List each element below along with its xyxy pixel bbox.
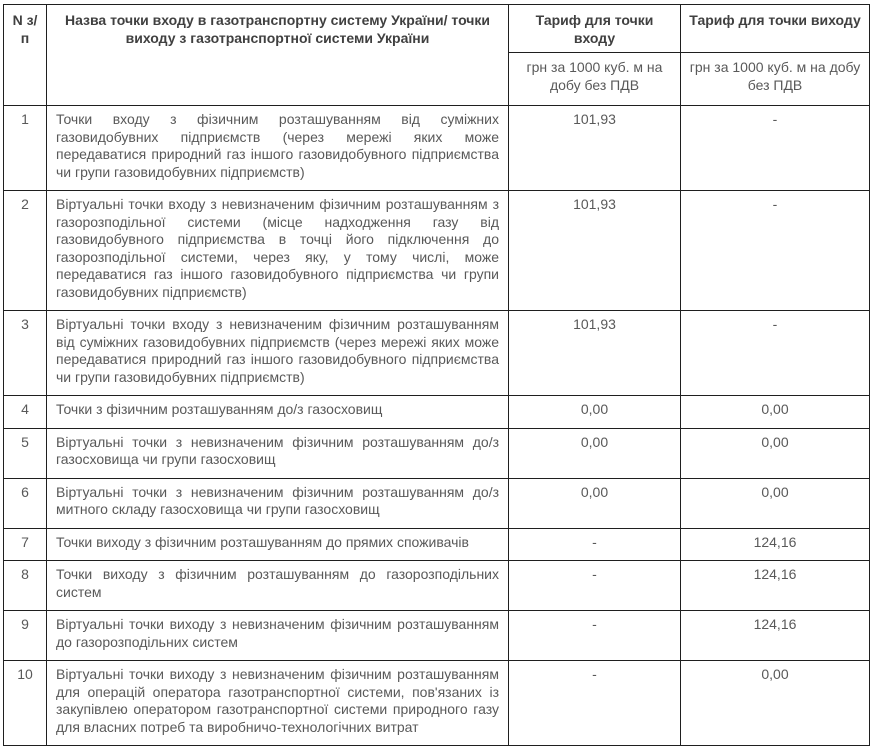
- table-row: [4, 106, 870, 191]
- tariff-table: [3, 4, 870, 746]
- point-name-cell: Точки виходу з фізичним розташуванням до газорозподільних систем: [47, 561, 509, 611]
- table-row: [4, 611, 870, 661]
- exit-tariff-cell: -: [681, 311, 870, 396]
- row-number-cell: 6: [4, 478, 47, 528]
- point-name-cell: Віртуальні точки з невизначеним фізичним розташуванням до/з газосховища чи групи газосховищ: [47, 428, 509, 478]
- exit-tariff-cell: 0,00: [681, 478, 870, 528]
- table-row: [4, 478, 870, 528]
- exit-tariff-cell: 0,00: [681, 428, 870, 478]
- table-row: [4, 661, 870, 746]
- table-body: [4, 106, 870, 746]
- point-name-cell: Точки виходу з фізичним розташуванням до прямих споживачів: [47, 528, 509, 561]
- row-number-cell: 9: [4, 611, 47, 661]
- point-name-cell: Віртуальні точки виходу з невизначеним фізичним розташуванням для операцій оператора газотранспортної системи, пов'язаних із закупівлею оператором газотранспортної системи природного газу для власних потреб та виробничо-технологічних витрат: [47, 661, 509, 746]
- point-name-cell: Точки з фізичним розташуванням до/з газосховищ: [47, 396, 509, 429]
- entry-tariff-cell: 0,00: [509, 396, 681, 429]
- row-number-cell: 4: [4, 396, 47, 429]
- row-number-cell: 8: [4, 561, 47, 611]
- row-number-cell: 7: [4, 528, 47, 561]
- exit-tariff-cell: 124,16: [681, 528, 870, 561]
- row-number-cell: 10: [4, 661, 47, 746]
- entry-tariff-cell: 0,00: [509, 478, 681, 528]
- header-point-name: Назва точки входу в газотранспортну систему України/ точки виходу з газотранспортної системи України: [47, 5, 509, 106]
- entry-tariff-cell: -: [509, 528, 681, 561]
- entry-tariff-cell: 101,93: [509, 191, 681, 311]
- entry-tariff-cell: 101,93: [509, 106, 681, 191]
- exit-tariff-cell: 0,00: [681, 661, 870, 746]
- table-row: [4, 428, 870, 478]
- point-name-cell: Віртуальні точки входу з невизначеним фізичним розташуванням від суміжних газовидобувних підприємств (через мережі яких може передаватися природний газ іншого газовидобувного підприємства чи групи газовидобувних підприємств): [47, 311, 509, 396]
- row-number-cell: 2: [4, 191, 47, 311]
- table-header: [4, 5, 870, 106]
- exit-tariff-cell: -: [681, 106, 870, 191]
- point-name-cell: Точки входу з фізичним розташуванням від суміжних газовидобувних підприємств (через мережі яких може передаватися природний газ іншого газовидобувного підприємства чи групи газовидобувних підприємств): [47, 106, 509, 191]
- header-exit-tariff: Тариф для точки виходу: [681, 5, 870, 53]
- row-number-cell: 3: [4, 311, 47, 396]
- entry-tariff-cell: -: [509, 611, 681, 661]
- entry-tariff-cell: 0,00: [509, 428, 681, 478]
- row-number-cell: 5: [4, 428, 47, 478]
- point-name-cell: Віртуальні точки з невизначеним фізичним розташуванням до/з митного складу газосховища чи групи газосховищ: [47, 478, 509, 528]
- point-name-cell: Віртуальні точки входу з невизначеним фізичним розташуванням з газорозподільної системи (місце надходження газу від газовидобувного підприємства в точці його підключення до газорозподільної системи, через яку, у тому числі, може передаватися газ іншого газовидобувного підприємства чи групи газовидобувних підприємств): [47, 191, 509, 311]
- header-row-number: N з/п: [4, 5, 47, 106]
- point-name-cell: Віртуальні точки виходу з невизначеним фізичним розташуванням до газорозподільних систем: [47, 611, 509, 661]
- table-row: [4, 396, 870, 429]
- entry-tariff-cell: 101,93: [509, 311, 681, 396]
- exit-tariff-cell: 124,16: [681, 561, 870, 611]
- table-row: [4, 311, 870, 396]
- exit-tariff-cell: -: [681, 191, 870, 311]
- exit-tariff-cell: 124,16: [681, 611, 870, 661]
- table-row: [4, 561, 870, 611]
- entry-tariff-cell: -: [509, 661, 681, 746]
- exit-tariff-cell: 0,00: [681, 396, 870, 429]
- header-entry-tariff: Тариф для точки входу: [509, 5, 681, 53]
- entry-tariff-cell: -: [509, 561, 681, 611]
- table-row: [4, 191, 870, 311]
- header-exit-units: грн за 1000 куб. м на добу без ПДВ: [681, 53, 870, 106]
- table-row: [4, 528, 870, 561]
- row-number-cell: 1: [4, 106, 47, 191]
- header-entry-units: грн за 1000 куб. м на добу без ПДВ: [509, 53, 681, 106]
